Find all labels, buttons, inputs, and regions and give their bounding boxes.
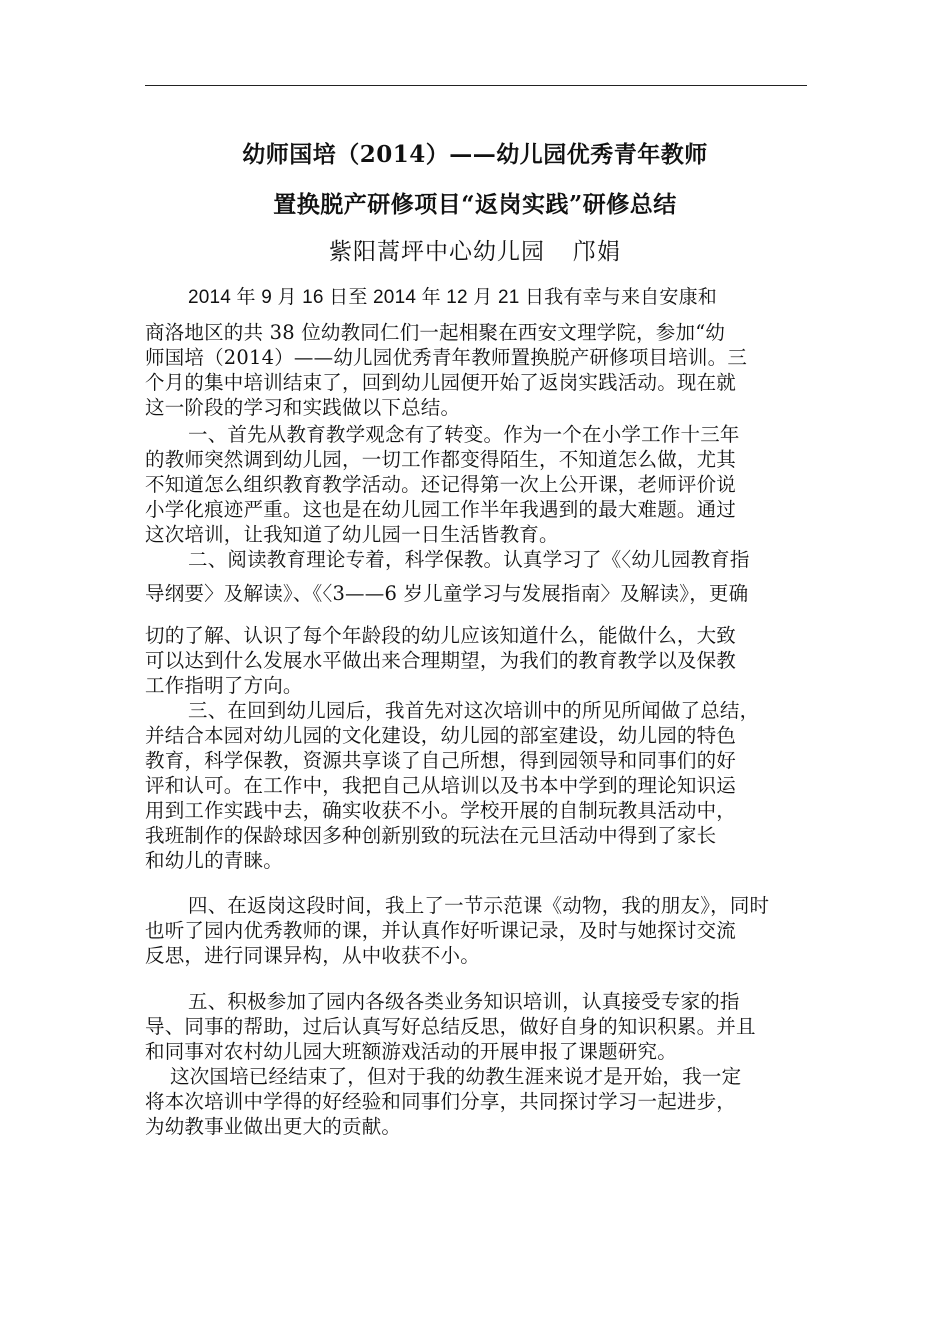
paragraph-line: 五、积极参加了园内各级各类业务知识培训，认真接受专家的指 <box>188 990 740 1013</box>
paragraph-line: 和同事对农村幼儿园大班额游戏活动的开展申报了课题研究。 <box>145 1040 677 1063</box>
paragraph-line: 教育，科学保教，资源共享谈了自己所想，得到园领导和同事们的好 <box>145 749 737 772</box>
paragraph-line: 并结合本园对幼儿园的文化建设，幼儿园的部室建设，幼儿园的特色 <box>145 724 737 747</box>
paragraph-line: 反思，进行同课异构，从中收获不小。 <box>145 944 480 967</box>
paragraph-line: 可以达到什么发展水平做出来合理期望，为我们的教育教学以及保教 <box>145 649 737 672</box>
paragraph-line: 不知道怎么组织教育教学活动。还记得第一次上公开课，老师评价说 <box>145 473 737 496</box>
paragraph-line: 工作指明了方向。 <box>145 674 303 697</box>
paragraph-line: 用到工作实践中去，确实收获不小。学校开展的自制玩教具活动中， <box>145 799 737 822</box>
header-rule <box>145 85 807 86</box>
paragraph-line: 二、阅读教育理论专着，科学保教。认真学习了《〈幼儿园教育指 <box>188 548 750 571</box>
author-line <box>0 233 950 266</box>
paragraph-line: 2014 年 9 月 16 日至 2014 年 12 月 21 日我有幸与来自安康和 <box>188 287 717 308</box>
paragraph-line: 导纲要〉及解读》、《〈3——6 岁儿童学习与发展指南〉及解读》，更确 <box>145 582 749 605</box>
paragraph-line: 个月的集中培训结束了，回到幼儿园便开始了返岗实践活动。现在就 <box>145 371 737 394</box>
paragraph-line: 将本次培训中学得的好经验和同事们分享，共同探讨学习一起进步， <box>145 1090 737 1113</box>
paragraph-line: 商洛地区的共 38 位幼教同仁们一起相聚在西安文理学院，参加“幼 <box>145 321 726 344</box>
paragraph-line: 这次国培已经结束了，但对于我的幼教生涯来说才是开始，我一定 <box>170 1065 742 1088</box>
paragraph-line: 我班制作的保龄球因多种创新别致的玩法在元旦活动中得到了家长 <box>145 824 717 847</box>
title-line-1: 幼师国培（2014）——幼儿园优秀青年教师 <box>242 141 708 168</box>
paragraph-line: 这一阶段的学习和实践做以下总结。 <box>145 396 461 419</box>
paragraph-line: 三、在回到幼儿园后，我首先对这次培训中的所见所闻做了总结， <box>188 699 760 722</box>
paragraph-line: 的教师突然调到幼儿园，一切工作都变得陌生，不知道怎么做，尤其 <box>145 448 737 471</box>
author-name: 邝娟 <box>573 239 621 265</box>
paragraph-line: 四、在返岗这段时间，我上了一节示范课《动物，我的朋友》，同时 <box>188 894 770 917</box>
paragraph-line: 导、同事的帮助，过后认真写好总结反思，做好自身的知识积累。并且 <box>145 1015 756 1038</box>
paragraph-line: 师国培（2014）——幼儿园优秀青年教师置换脱产研修项目培训。三 <box>145 346 748 369</box>
author-school: 紫阳蒿坪中心幼儿园 <box>329 239 545 265</box>
paragraph-line: 小学化痕迹严重。这也是在幼儿园工作半年我遇到的最大难题。通过 <box>145 498 737 521</box>
paragraph-line: 也听了园内优秀教师的课，并认真作好听课记录，及时与她探讨交流 <box>145 919 737 942</box>
paragraph-line: 评和认可。在工作中，我把自己从培训以及书本中学到的理论知识运 <box>145 774 737 797</box>
paragraph-line: 这次培训，让我知道了幼儿园一日生活皆教育。 <box>145 523 559 546</box>
paragraph-line: 切的了解、认识了每个年龄段的幼儿应该知道什么，能做什么，大致 <box>145 624 737 647</box>
paragraph-line: 一、首先从教育教学观念有了转变。作为一个在小学工作十三年 <box>188 423 740 446</box>
title-line-2: 置换脱产研修项目“返岗实践”研修总结 <box>273 191 677 218</box>
paragraph-line: 和幼儿的青睐。 <box>145 849 283 872</box>
paragraph-line: 为幼教事业做出更大的贡献。 <box>145 1115 402 1138</box>
